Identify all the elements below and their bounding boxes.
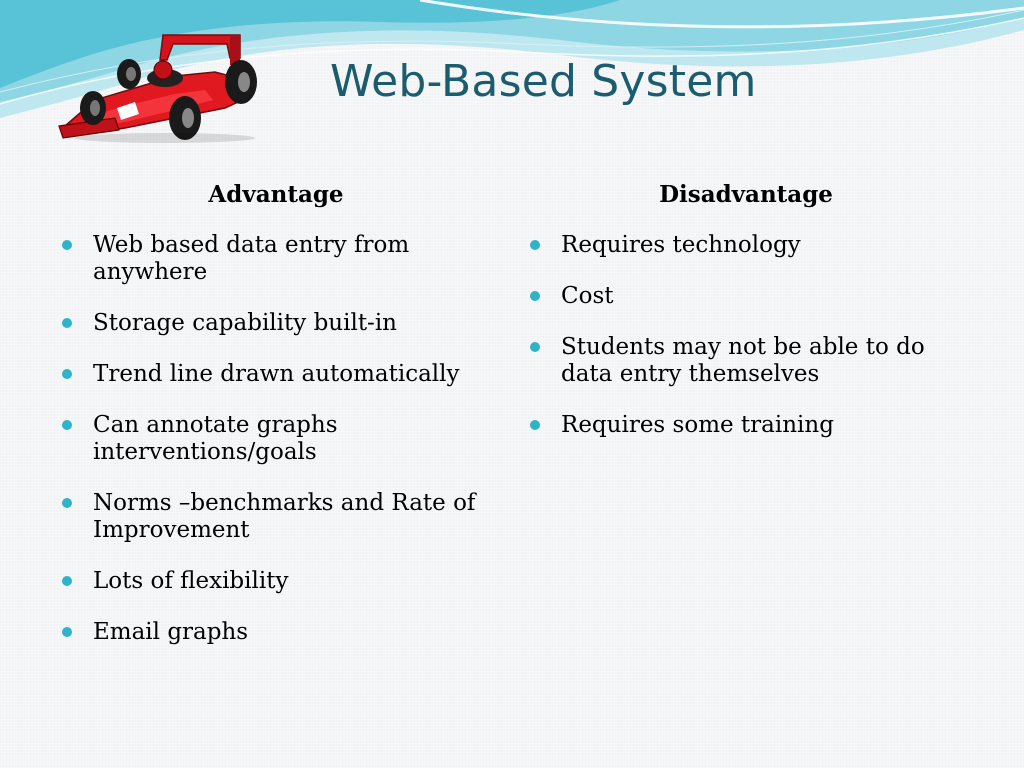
bullet-icon — [62, 369, 72, 379]
bullet-icon — [530, 420, 540, 430]
list-item — [62, 490, 502, 544]
list-item-text: Cost — [561, 283, 614, 309]
list-item-text: Lots of flexibility — [93, 568, 289, 594]
list-item — [62, 232, 502, 286]
bullet-icon — [62, 420, 72, 430]
bullet-icon — [530, 291, 540, 301]
list-item-text: Trend line drawn automatically — [93, 361, 460, 387]
list-item — [62, 619, 502, 646]
slide-title: Web-Based System — [330, 56, 757, 107]
list-item-text: Web based data entry from anywhere — [93, 232, 410, 285]
advantage-list — [62, 232, 502, 646]
list-item-text: Requires technology — [561, 232, 801, 258]
list-item — [62, 310, 502, 337]
list-item — [530, 232, 970, 259]
bullet-icon — [62, 576, 72, 586]
list-item-text: Can annotate graphs interventions/goals — [93, 412, 338, 465]
list-item — [62, 412, 502, 466]
list-item-text: Storage capability built-in — [93, 310, 397, 336]
disadvantage-list — [530, 232, 970, 439]
list-item — [530, 334, 970, 388]
advantage-heading: Advantage — [208, 181, 344, 208]
bullet-icon — [62, 498, 72, 508]
list-item — [62, 568, 502, 595]
list-item — [530, 412, 970, 439]
advantage-column — [62, 180, 502, 670]
list-item-text: Students may not be able to do data entry themselves — [561, 334, 925, 387]
list-item — [530, 283, 970, 310]
list-item-text: Norms –benchmarks and Rate of Improvement — [93, 490, 476, 543]
bullet-icon — [62, 240, 72, 250]
bullet-icon — [62, 627, 72, 637]
disadvantage-column — [530, 180, 970, 463]
disadvantage-heading: Disadvantage — [659, 181, 833, 208]
list-item-text: Requires some training — [561, 412, 834, 438]
race-car-icon — [55, 30, 270, 145]
list-item-text: Email graphs — [93, 619, 249, 645]
bullet-icon — [62, 318, 72, 328]
bullet-icon — [530, 240, 540, 250]
bullet-icon — [530, 342, 540, 352]
list-item — [62, 361, 502, 388]
